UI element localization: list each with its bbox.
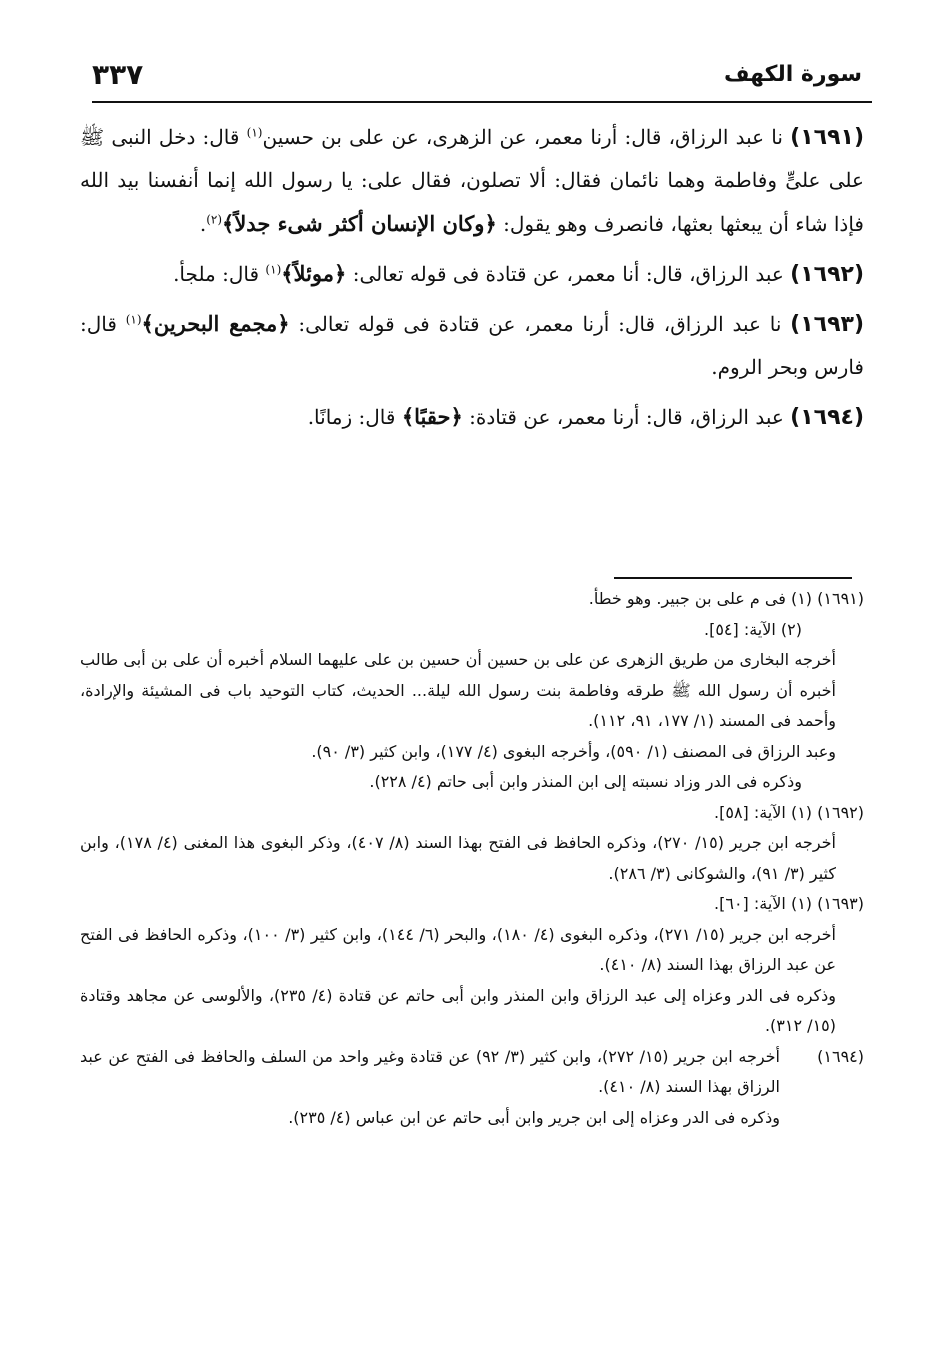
entry-text: .	[199, 212, 207, 236]
footnote-label: (١٦٩٤)	[817, 1046, 864, 1066]
quran-verse: ﴿حقبًا﴾	[401, 404, 463, 429]
entry-text: قال: ملجأ.	[173, 262, 266, 286]
footnote-line: (١٦٩٢) (١) الآية: [٥٨].	[714, 802, 864, 822]
footnote-1693	[80, 889, 864, 1042]
entry-number: (١٦٩٣)	[790, 312, 865, 337]
page-number: ٣٣٧	[92, 58, 144, 91]
footnote-1692	[80, 798, 864, 890]
footnote-paragraph: وذكره فى الدر وزاد نسبته إلى ابن المنذر وابن أبى حاتم (٤/ ٢٢٨).	[369, 772, 802, 791]
footnote-paragraph: وذكره فى الدر وعزاه إلى ابن جرير وابن أبى حاتم عن ابن عباس (٤/ ٢٣٥).	[288, 1107, 780, 1127]
entry-text: قال: فارس وبحر الروم.	[80, 312, 864, 379]
quran-verse: ﴿وكان الإنسان أكثر شىء جدلاً﴾	[222, 211, 497, 236]
entry-1692	[80, 252, 864, 296]
footnote-marker[interactable]: (١)	[125, 312, 142, 327]
footnote-line: (٢) الآية: [٥٤].	[703, 619, 802, 639]
entry-text: قال: زمانًا.	[307, 405, 402, 429]
footnote-paragraph: أخرجه البخارى من طريق الزهرى عن على بن حسين أن حسين بن على عليهما السلام أخبره أن على بن أبى طالب أخبره أن رسول الله ﷺ طرقه وفاطمة بنت رسول الله ليلة... الحديث، كتاب التوحيد باب فى المشيئة والإرادة، وأحمد فى المسند (١/ ١٧٧، ٩١، ١١٢).	[80, 650, 836, 730]
entry-text: نا عبد الرزاق، قال: أرنا معمر، عن قتادة فى قوله تعالى:	[289, 312, 791, 336]
entry-1693	[80, 302, 864, 389]
entry-text: عبد الرزاق، قال: أرنا معمر، عن قتادة:	[462, 405, 791, 429]
footnote-divider	[614, 577, 852, 579]
surah-title: سورة الكهف	[723, 62, 862, 87]
entry-text: قال: دخل النبى ﷺ على علىٍّ وفاطمة وهما نائمان فقال: ألا تصلون، فقال على: يا رسول الله إنما أنفسنا بيد الله فإذا شاء أن يبعثها بعثها، فانصرف وهو يقول:	[80, 125, 864, 236]
entry-1694	[80, 395, 864, 439]
footnote-paragraph: وعبد الرزاق فى المصنف (١/ ٥٩٠)، وأخرجه البغوى (٤/ ١٧٧)، وابن كثير (٣/ ٩٠).	[311, 741, 836, 761]
footnote-line: (١٦٩١) (١) فى م على بن جبير. وهو خطأ.	[588, 589, 864, 608]
main-text	[80, 116, 864, 445]
header-divider	[92, 101, 872, 103]
footnote-paragraph: وذكره فى الدر وعزاه إلى عبد الرزاق وابن المنذر وابن أبى حاتم عن قتادة (٤/ ٢٣٥)، والألوسى عن مجاهد وقتادة (١٥/ ٣١٢).	[80, 985, 836, 1035]
footnote-line: (١٦٩٣) (١) الآية: [٦٠].	[714, 894, 864, 913]
footnote-paragraph: أخرجه ابن جرير (١٥/ ٢٧٢)، وابن كثير (٣/ ٩٢) عن قتادة وغير واحد من السلف والحافظ فى الفتح عن عبد الرزاق بهذا السند (٨/ ٤١٠).	[80, 1046, 780, 1096]
entry-text: نا عبد الرزاق، قال: أرنا معمر، عن الزهرى، عن على بن حسين	[262, 125, 791, 149]
footnote-marker[interactable]: (٢)	[206, 212, 223, 227]
footnote-paragraph: أخرجه ابن جرير (١٥/ ٢٧٠)، وذكره الحافظ فى الفتح بهذا السند (٨/ ٤٠٧)، وذكر البغوى هذا المغنى (٤/ ١٧٨)، وابن كثير (٣/ ٩١)، والشوكانى (٣/ ٢٨٦).	[80, 833, 836, 883]
entry-1691	[80, 116, 864, 246]
footnote-marker[interactable]: (١)	[246, 125, 263, 140]
footnotes	[80, 584, 864, 1133]
quran-verse: ﴿موئلاً﴾	[281, 261, 347, 286]
footnote-body	[80, 1042, 780, 1134]
entry-number: (١٦٩٤)	[790, 405, 864, 430]
entry-number: (١٦٩٢)	[790, 262, 864, 287]
footnote-paragraph: أخرجه ابن جرير (١٥/ ٢٧١)، وذكره البغوى (٤/ ١٨٠)، والبحر (٦/ ١٤٤)، وابن كثير (٣/ ١٠٠)، وذكره الحافظ فى الفتح عن عبد الرزاق بهذا السند (٨/ ٤١٠).	[80, 924, 836, 974]
quran-verse: ﴿مجمع البحرين﴾	[141, 311, 290, 336]
footnote-marker[interactable]: (١)	[265, 262, 282, 277]
footnote-1691	[80, 584, 864, 798]
footnote-1694	[80, 1042, 864, 1134]
entry-text: عبد الرزاق، قال: أنا معمر، عن قتادة فى قوله تعالى:	[346, 262, 791, 286]
entry-number: (١٦٩١)	[790, 125, 864, 150]
